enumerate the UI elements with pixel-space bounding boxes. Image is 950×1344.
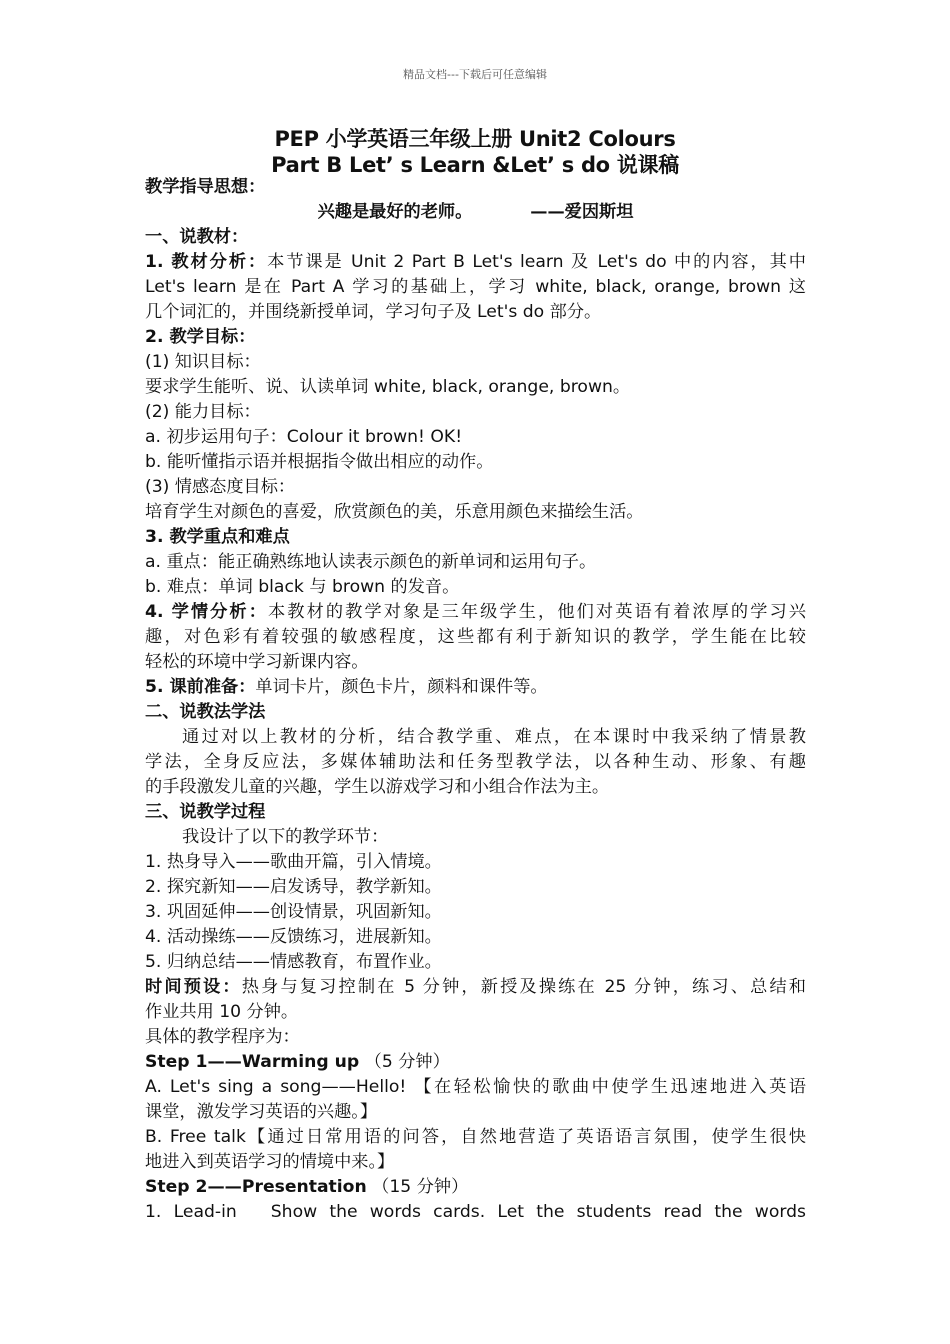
time-label: 时间预设： bbox=[145, 977, 242, 997]
quote-text: 兴趣是最好的老师。 bbox=[317, 202, 473, 222]
process-step-2: 2. 探究新知——启发诱导，教学新知。 bbox=[145, 877, 442, 897]
process-step-3: 3. 巩固延伸——创设情景，巩固新知。 bbox=[145, 902, 442, 922]
step-1-a-line-2: 课堂，激发学习英语的兴趣。】 bbox=[145, 1102, 378, 1122]
quote-author: ——爱因斯坦 bbox=[530, 202, 634, 222]
step-1-b-line-2: 地进入到英语学习的情境中来。】 bbox=[145, 1152, 395, 1172]
lead-in-line bbox=[145, 1200, 806, 1225]
analysis-label: 1. 教材分析： bbox=[145, 252, 268, 272]
analysis-text-1: 本节课是 Unit 2 Part B Let's learn 及 Let's do 中的内容，其中 bbox=[267, 252, 806, 272]
learner-text-1: 本教材的教学对象是三年级学生，他们对英语有着浓厚的学习兴 bbox=[268, 602, 806, 622]
analysis-line-3: 几个词汇的，并围绕新授单词，学习句子及 Let's do 部分。 bbox=[145, 302, 602, 322]
process-step-4: 4. 活动操练——反馈练习，进展新知。 bbox=[145, 927, 442, 947]
process-step-5: 5. 归纳总结——情感教育，布置作业。 bbox=[145, 952, 442, 972]
time-text-1: 热身与复习控制在 5 分钟，新授及操练在 25 分钟，练习、总结和 bbox=[241, 977, 806, 997]
section-3-heading: 三、说教学过程 bbox=[145, 802, 266, 822]
lead-in-text: Show the words cards. Let the students read the words bbox=[270, 1202, 806, 1222]
goal-2-a: a. 初步运用句子：Colour it brown! OK! bbox=[145, 427, 463, 447]
prep-text: 单词卡片，颜色卡片，颜料和课件等。 bbox=[255, 677, 548, 697]
method-line-3: 的手段激发儿童的兴趣，学生以游戏学习和小组合作法为主。 bbox=[145, 777, 610, 797]
analysis-line-1 bbox=[145, 250, 806, 275]
step-1-b-line-1: B. Free talk【通过日常用语的问答，自然地营造了英语语言氛围，使学生很快 bbox=[145, 1127, 806, 1147]
process-intro: 我设计了以下的教学环节： bbox=[182, 827, 389, 847]
section-2-heading: 二、说教法学法 bbox=[145, 702, 266, 722]
prep-line bbox=[145, 675, 806, 700]
goal-2-label: (2) 能力目标： bbox=[145, 402, 261, 422]
lead-in-label: 1. Lead-in bbox=[145, 1202, 237, 1222]
goal-3-label: (3) 情感态度目标： bbox=[145, 477, 296, 497]
step-1-title: Step 1——Warming up bbox=[145, 1052, 360, 1072]
key-points-heading: 3. 教学重点和难点 bbox=[145, 527, 290, 547]
time-line-1 bbox=[145, 975, 806, 1000]
step-2-heading bbox=[145, 1175, 806, 1200]
goal-3-text: 培育学生对颜色的喜爱，欣赏颜色的美，乐意用颜色来描绘生活。 bbox=[145, 502, 644, 522]
method-line-1: 通过对以上教材的分析，结合教学重、难点，在本课时中我采纳了情景教 bbox=[182, 727, 806, 747]
step-1-heading bbox=[145, 1050, 806, 1075]
goals-heading: 2. 教学目标： bbox=[145, 327, 256, 347]
step-2-title: Step 2——Presentation bbox=[145, 1177, 367, 1197]
document-body bbox=[145, 175, 806, 1225]
goal-1-label: (1) 知识目标： bbox=[145, 352, 261, 372]
process-step-1: 1. 热身导入——歌曲开篇，引入情境。 bbox=[145, 852, 442, 872]
key-point-b: b. 难点：单词 black 与 brown 的发音。 bbox=[145, 577, 460, 597]
learner-line-1 bbox=[145, 600, 806, 625]
header-note: 精品文档---下载后可任意编辑 bbox=[403, 68, 547, 81]
key-point-a: a. 重点：能正确熟练地认读表示颜色的新单词和运用句子。 bbox=[145, 552, 597, 572]
time-line-2: 作业共用 10 分钟。 bbox=[145, 1002, 299, 1022]
learner-line-2: 趣，对色彩有着较强的敏感程度，这些都有利于新知识的教学，学生能在比较 bbox=[145, 627, 806, 647]
step-2-time: （15 分钟） bbox=[372, 1177, 469, 1197]
quote-line bbox=[145, 200, 806, 225]
procedure-intro: 具体的教学程序为： bbox=[145, 1027, 300, 1047]
goal-2-b: b. 能听懂指示语并根据指令做出相应的动作。 bbox=[145, 452, 494, 472]
goal-1-text: 要求学生能听、说、认读单词 white, black, orange, brown。 bbox=[145, 377, 631, 397]
learner-line-3: 轻松的环境中学习新课内容。 bbox=[145, 652, 369, 672]
document-title-line2: Part B Let’ s Learn &Let’ s do 说课稿 bbox=[271, 153, 679, 177]
prep-label: 5. 课前准备： bbox=[145, 677, 256, 697]
analysis-line-2: Let's learn 是在 Part A 学习的基础上，学习 white, black, orange, brown 这 bbox=[145, 277, 806, 297]
step-1-time: （5 分钟） bbox=[364, 1052, 450, 1072]
document-title-line1: PEP 小学英语三年级上册 Unit2 Colours bbox=[274, 127, 676, 151]
learner-label: 4. 学情分析： bbox=[145, 602, 269, 622]
guiding-label: 教学指导思想： bbox=[145, 177, 266, 197]
step-1-a-line-1: A. Let's sing a song——Hello! 【在轻松愉快的歌曲中使学生迅速地进入英语 bbox=[145, 1077, 806, 1097]
section-1-heading: 一、说教材： bbox=[145, 227, 249, 247]
method-line-2: 学法，全身反应法，多媒体辅助法和任务型教学法，以各种生动、形象、有趣 bbox=[145, 752, 806, 772]
